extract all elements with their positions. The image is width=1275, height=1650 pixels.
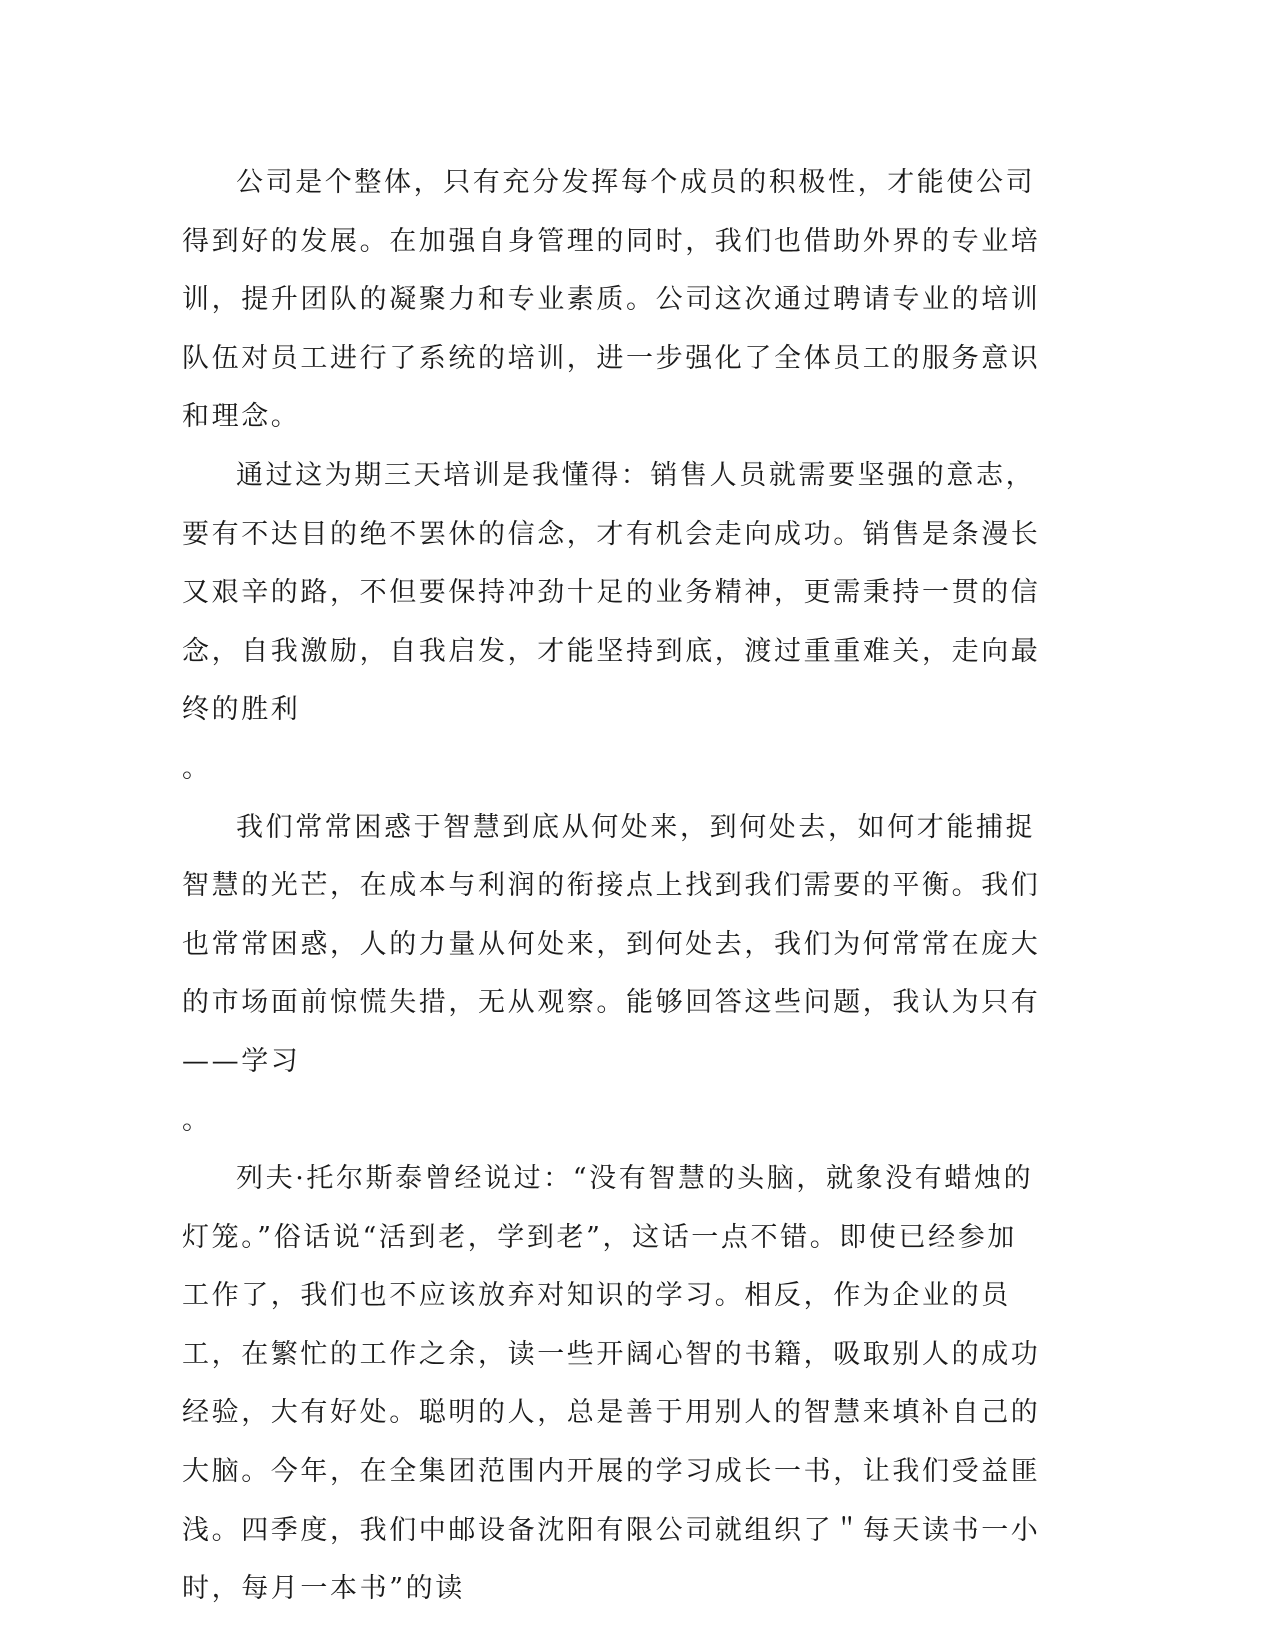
paragraph-company-training: 公司是个整体，只有充分发挥每个成员的积极性，才能使公司得到好的发展。在加强自身管理的同时，我们也借助外界的专业培训，提升团队的凝聚力和专业素质。公司这次通过聘请专业的培训队伍对员工进行了系统的培训，进一步强化了全体员工的服务意识和理念。 [182, 167, 1041, 433]
paragraph-tolstoy-reading: 列夫·托尔斯泰曾经说过：“没有智慧的头脑，就象没有蜡烛的灯笼。”俗话说“活到老，学到老”，这话一点不错。即使已经参加工作了，我们也不应该放弃对知识的学习。相反，作为企业的员工，在繁忙的工作之余，读一些开阔心智的书籍，吸取别人的成功经验，大有好处。聪明的人，总是善于用别人的智慧来填补自己的大脑。今年，在全集团范围内开展的学习成长一书，让我们受益匪浅。四季度，我们中邮设备沈阳有限公司就组织了＂每天读书一小时，每月一本书”的读 [182, 1163, 1041, 1605]
paragraph-wisdom-learning: 我们常常困惑于智慧到底从何处来，到何处去，如何才能捕捉智慧的光芒，在成本与利润的衔接点上找到我们需要的平衡。我们也常常困惑，人的力量从何处来，到何处去，我们为何常常在庞大的市场面前惊慌失措，无从观察。能够回答这些问题，我认为只有——学习 。 [182, 811, 1041, 1136]
body-text [182, 154, 1042, 1619]
paragraph-sales-perseverance: 通过这为期三天培训是我懂得：销售人员就需要坚强的意志，要有不达目的绝不罢休的信念，才有机会走向成功。销售是条漫长又艰辛的路，不但要保持冲劲十足的业务精神，更需秉持一贯的信念，自我激励，自我启发，才能坚持到底，渡过重重难关，走向最终的胜利 。 [182, 459, 1041, 784]
